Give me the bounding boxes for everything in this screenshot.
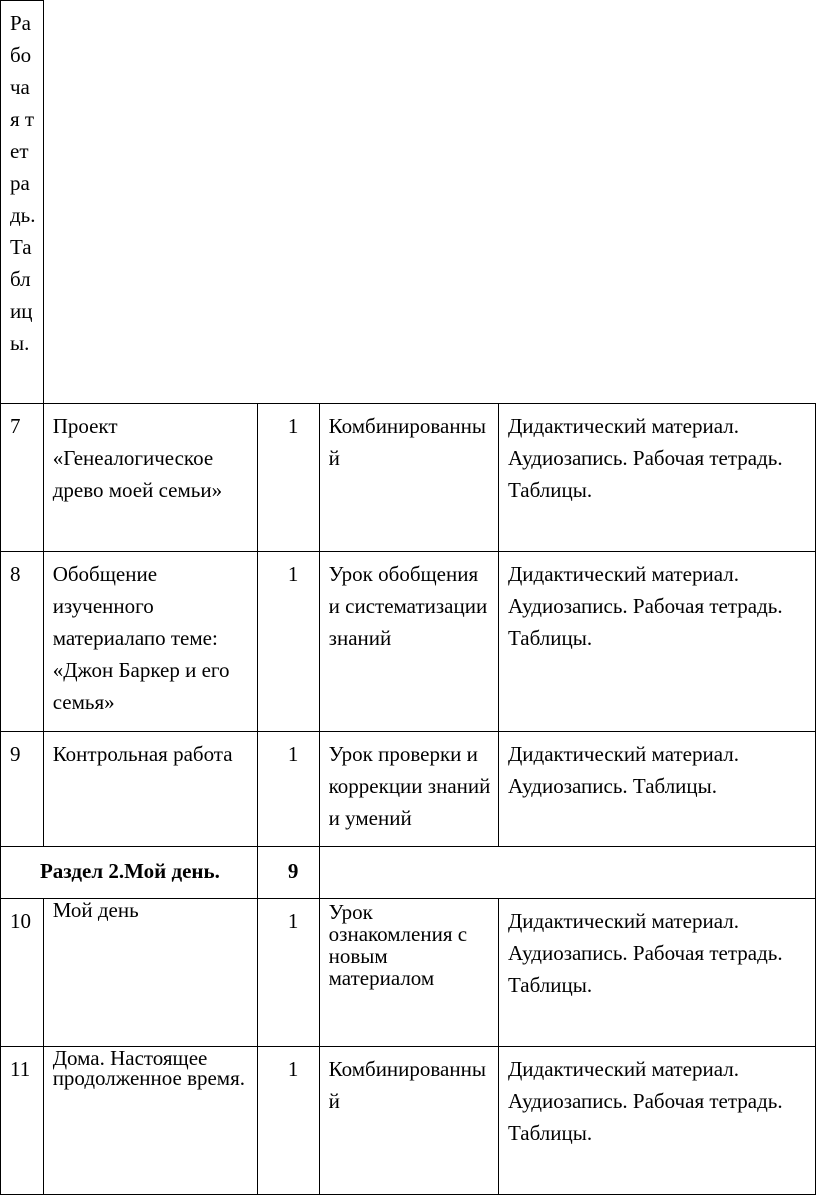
empty-cell (319, 847, 815, 899)
lesson-materials (498, 899, 815, 1047)
table-row (1, 552, 816, 732)
materials-text: Дидактический материал. Аудиозапись. Рабочая тетрадь. Таблицы. (507, 909, 783, 997)
section-row (1, 847, 816, 899)
empty-cell (43, 1, 815, 404)
materials-text: Дидактический материал. Аудиозапись. Таблицы. (507, 742, 739, 798)
lesson-materials (498, 404, 815, 552)
lesson-type: Комбинированный (319, 1047, 498, 1195)
top-cell: Рабочая тетрадь. Таблицы. (1, 1, 44, 404)
lesson-hours: 1 (257, 1047, 319, 1195)
lesson-type: Комбинированный (319, 404, 498, 552)
lesson-materials (498, 552, 815, 732)
lesson-type: Урок ознакомления с новым материалом (319, 899, 498, 1047)
lesson-number: 7 (1, 404, 44, 552)
materials-text: Дидактический материал. Аудиозапись. Рабочая тетрадь. Таблицы. (507, 414, 783, 502)
lesson-hours: 1 (257, 552, 319, 732)
lesson-hours: 1 (257, 899, 319, 1047)
table-row (1, 404, 816, 552)
lesson-type: Урок проверки и коррекции знаний и умений (319, 732, 498, 847)
section-hours: 9 (257, 847, 319, 899)
lesson-topic: Проект «Генеалогическое древо моей семьи» (43, 404, 257, 552)
lesson-hours: 1 (257, 404, 319, 552)
materials-text: Дидактический материал. Аудиозапись. Рабочая тетрадь. Таблицы. (507, 562, 783, 650)
materials-text: Дидактический материал. Аудиозапись. Рабочая тетрадь. Таблицы. (507, 1057, 783, 1145)
section-title: Раздел 2.Мой день. (1, 847, 258, 899)
table-row (1, 732, 816, 847)
lesson-type: Урок обобщения и систематизации знаний (319, 552, 498, 732)
lesson-topic: Контрольная работа (43, 732, 257, 847)
lesson-topic: Мой день (43, 899, 257, 1047)
lesson-number: 8 (1, 552, 44, 732)
lesson-hours: 1 (257, 732, 319, 847)
lesson-number: 11 (1, 1047, 44, 1195)
lesson-number: 10 (1, 899, 44, 1047)
table-row (1, 1, 816, 404)
lesson-topic: Обобщение изученного материалапо теме: «Джон Баркер и его семья» (43, 552, 257, 732)
lesson-number: 9 (1, 732, 44, 847)
table-row (1, 1047, 816, 1195)
lesson-topic: Дома. Настоящее продолженное время. (43, 1047, 257, 1195)
lesson-materials (498, 1047, 815, 1195)
table-row (1, 899, 816, 1047)
lesson-materials (498, 732, 815, 847)
